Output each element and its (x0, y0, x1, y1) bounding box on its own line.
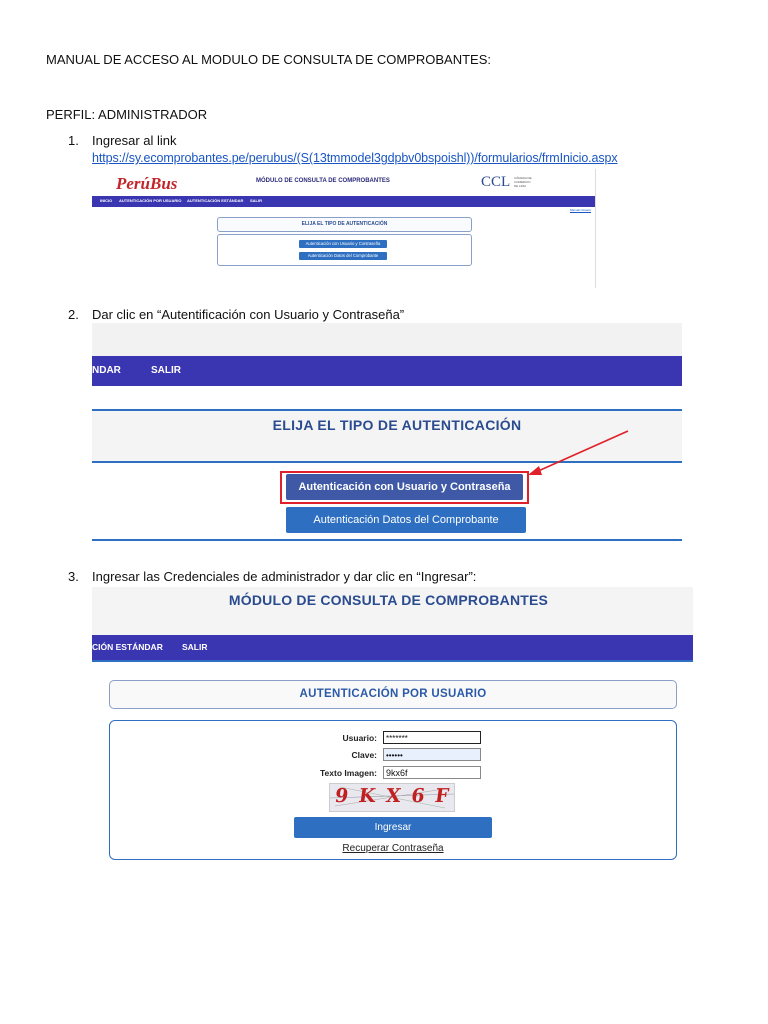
texto-imagen-label: Texto Imagen: (320, 768, 377, 778)
auth-receipt-button[interactable]: Autenticación Datos del Comprobante (299, 252, 387, 260)
auth-options-box (217, 234, 472, 266)
nav-item-salir[interactable]: SALIR (151, 365, 181, 376)
auth-user-button[interactable]: Autenticación con Usuario y Contraseña (286, 474, 523, 500)
bottom-rule (92, 539, 682, 541)
step-1-link[interactable]: https://sy.ecomprobantes.pe/perubus/(S(13tmmodel3gdpbv0bspoishl))/formularios/frmInicio.aspx (92, 151, 618, 165)
nav-item-usuario[interactable]: AUTENTICACIÓN POR USUARIO (119, 198, 182, 203)
manual-link[interactable]: Manual Usuario (570, 208, 592, 212)
auth-type-heading: ELIJA EL TIPO DE AUTENTICACIÓN (272, 417, 522, 433)
usuario-label: Usuario: (342, 733, 377, 743)
step-1-number: 1. (68, 133, 79, 148)
auth-user-button[interactable]: Autenticación con Usuario y Contraseña (299, 240, 387, 248)
auth-type-heading: ELIJA EL TIPO DE AUTENTICACIÓN (217, 217, 472, 232)
screenshot-login (92, 587, 693, 865)
highlight-box (280, 471, 529, 504)
screenshot-auth-choice (92, 323, 682, 542)
nav-item-estandar[interactable]: AUTENTICACIÓN ESTÁNDAR (187, 198, 244, 203)
captcha-image (329, 783, 455, 812)
ccl-subtitle: CÁMARA DE COMERCIO DE LIMA (514, 176, 532, 188)
nav-item-salir[interactable]: SALIR (182, 642, 208, 652)
doc-title: MANUAL DE ACCESO AL MODULO DE CONSULTA DE COMPROBANTES: (46, 52, 491, 67)
module-title: MÓDULO DE CONSULTA DE COMPROBANTES (228, 592, 549, 608)
clave-label: Clave: (351, 750, 377, 760)
login-heading: AUTENTICACIÓN POR USUARIO (109, 680, 677, 709)
ingresar-button[interactable]: Ingresar (294, 817, 492, 838)
usuario-input[interactable]: ******* (383, 731, 481, 744)
header-area (92, 323, 682, 356)
step-3-number: 3. (68, 569, 79, 584)
nav-item-salir[interactable]: SALIR (250, 198, 262, 203)
nav-item-estandar[interactable]: CIÓN ESTÁNDAR (92, 642, 163, 652)
step-3-text: Ingresar las Credenciales de administrador y dar clic en “Ingresar”: (92, 569, 477, 584)
module-title: MÓDULO DE CONSULTA DE COMPROBANTES (256, 178, 390, 184)
profile-label: PERFIL: ADMINISTRADOR (46, 107, 208, 122)
captcha-text: 9 K X 6 F (333, 785, 453, 807)
arrow-icon (522, 423, 637, 483)
auth-receipt-button[interactable]: Autenticación Datos del Comprobante (286, 507, 526, 533)
step-2-text: Dar clic en “Autentificación con Usuario y Contraseña” (92, 307, 405, 322)
perubus-logo: PerúBus (116, 174, 178, 193)
ccl-logo: CCL (481, 174, 511, 190)
nav-item-estandar[interactable]: NDAR (92, 365, 121, 376)
recuperar-link[interactable]: Recuperar Contraseña (342, 843, 444, 854)
step-1-text: Ingresar al link (92, 133, 177, 148)
texto-imagen-input[interactable]: 9kx6f (383, 766, 481, 779)
clave-input[interactable]: •••••• (383, 748, 481, 761)
step-2-number: 2. (68, 307, 79, 322)
screenshot-home (92, 169, 596, 288)
nav-item-inicio[interactable]: INICIO (100, 198, 113, 203)
